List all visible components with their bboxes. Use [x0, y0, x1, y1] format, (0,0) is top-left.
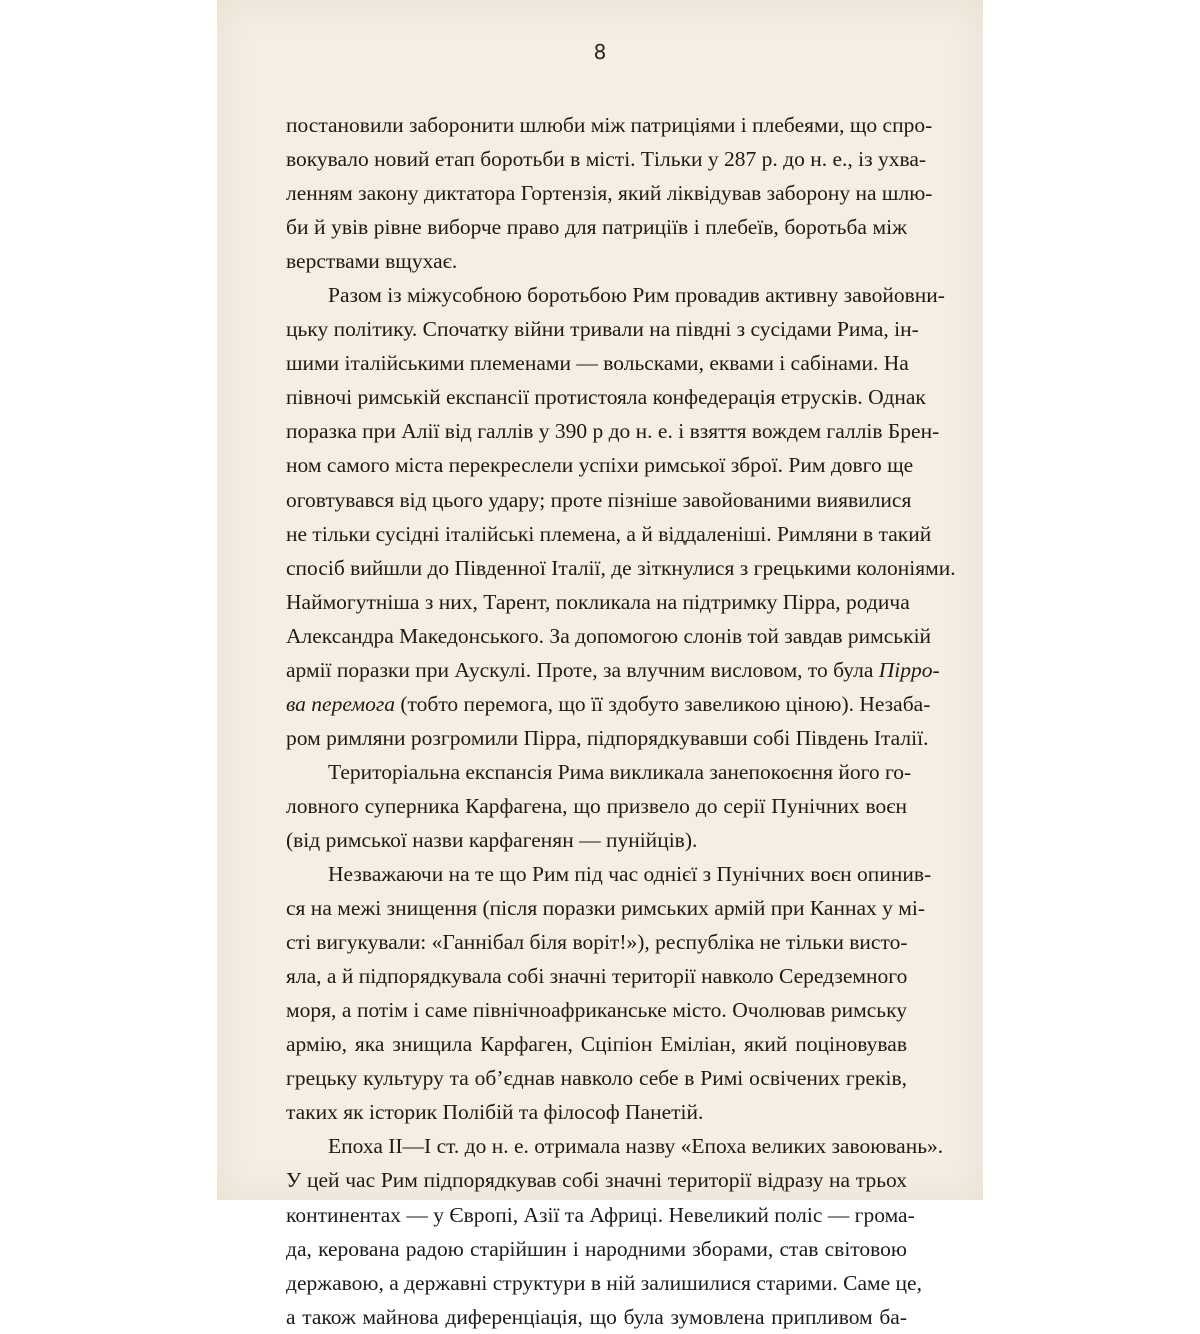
text-line: яла, а й підпорядкувала собі значні території навколо Середземного — [286, 964, 908, 989]
book-page — [217, 0, 983, 1329]
text-line: Територіальна експансія Рима викликала занепокоєння його го- — [328, 759, 912, 784]
text-line: таких як історик Полібій та філософ Панетій. — [286, 1100, 704, 1125]
text-line: поразка при Алії від галлів у 390 р до н. е. і взяття вождем галлів Брен- — [286, 419, 940, 444]
text-line: би й увів рівне виборче право для патриціїв і плебеїв, боротьба між — [286, 215, 907, 240]
text-line: ром римляни розгромили Пірра, підпорядкувавши собі Південь Італії. — [286, 725, 929, 750]
text-line: сті вигукували: «Ганнібал біля воріт!»), республіка не тільки висто- — [286, 930, 908, 955]
italic-term: ва перемога — [286, 691, 395, 716]
text-line: Епоха II—I ст. до н. е. отримала назву «Епоха великих завоювань». — [328, 1134, 944, 1159]
text-segment: армії поразки при Аускулі. Проте, за влучним висловом, то була — [286, 657, 879, 682]
text-line: Наймогутніша з них, Тарент, покликала на підтримку Пірра, родича — [286, 589, 910, 614]
text-line: ном самого міста перекреслели успіхи римської зброї. Рим довго ще — [286, 453, 914, 478]
text-line: ся на межі знищення (після поразки римських армій при Каннах у мі- — [286, 896, 925, 921]
text-line: Незважаючи на те що Рим під час однієї з Пунічних воєн опинив- — [328, 862, 932, 887]
text-line: ловного суперника Карфагена, що призвело до серії Пунічних воєн — [286, 793, 907, 818]
text-line — [286, 687, 931, 721]
text-line: верствами вщухає. — [286, 249, 458, 274]
text-line: континентах — у Європі, Азії та Африці. Невеликий поліс — грома- — [286, 1202, 915, 1227]
text-line: постановили заборонити шлюби між патриціями і плебеями, що спро- — [286, 113, 933, 137]
text-line: У цей час Рим підпорядкував собі значні території відразу на трьох — [286, 1168, 907, 1193]
text-line: Александра Македонського. За допомогою слонів той завдав римській — [286, 623, 932, 648]
text-line: моря, а потім і саме північноафриканське місто. Очолював римську — [286, 998, 907, 1023]
text-line: да, керована радою старійшин і народними зборами, став світовою — [286, 1236, 907, 1261]
text-line: (від римської назви карфагенян — пунійців). — [286, 827, 698, 852]
page-number: 8 — [593, 40, 607, 64]
text-line: півночі римській експансії протистояла конфедерація етрусків. Однак — [286, 385, 926, 410]
text-line: не тільки сусідні італійські племена, а й віддаленіші. Римляни в такий — [286, 521, 932, 546]
text-segment: (тобто перемога, що її здобуто завеликою ціною). Незаба- — [394, 691, 931, 716]
text-line: шими італійськими племенами — вольсками, еквами і сабінами. На — [286, 351, 909, 376]
text-line: грецьку культуру та об’єднав навколо себе в Римі освічених греків, — [286, 1066, 907, 1091]
text-line: Разом із міжусобною боротьбою Рим провадив активну завойовни- — [328, 283, 945, 308]
text-line: армію, яка знищила Карфаген, Сціпіон Еміліан, який поціновував — [286, 1032, 907, 1057]
text-line: оговтувався від цього удару; проте пізніше завойованими виявилися — [286, 487, 912, 512]
text-line: спосіб вийшли до Південної Італії, де зіткнулися з грецькими колоніями. — [286, 555, 956, 580]
text-line: державою, а державні структури в ній залишилися старими. Саме це, — [286, 1270, 922, 1295]
body-text — [286, 108, 956, 1334]
text-line — [286, 653, 940, 687]
text-line: цьку політику. Спочатку війни тривали на півдні з сусідами Рима, ін- — [286, 317, 919, 342]
text-line: вокувало новий етап боротьби в місті. Тільки у 287 р. до н. е., із ухва- — [286, 147, 927, 172]
text-line: а також майнова диференціація, що була зумовлена припливом ба- — [286, 1304, 907, 1329]
text-line: ленням закону диктатора Гортензія, який ліквідував заборону на шлю- — [286, 181, 933, 206]
italic-term: Пірро- — [878, 657, 940, 682]
